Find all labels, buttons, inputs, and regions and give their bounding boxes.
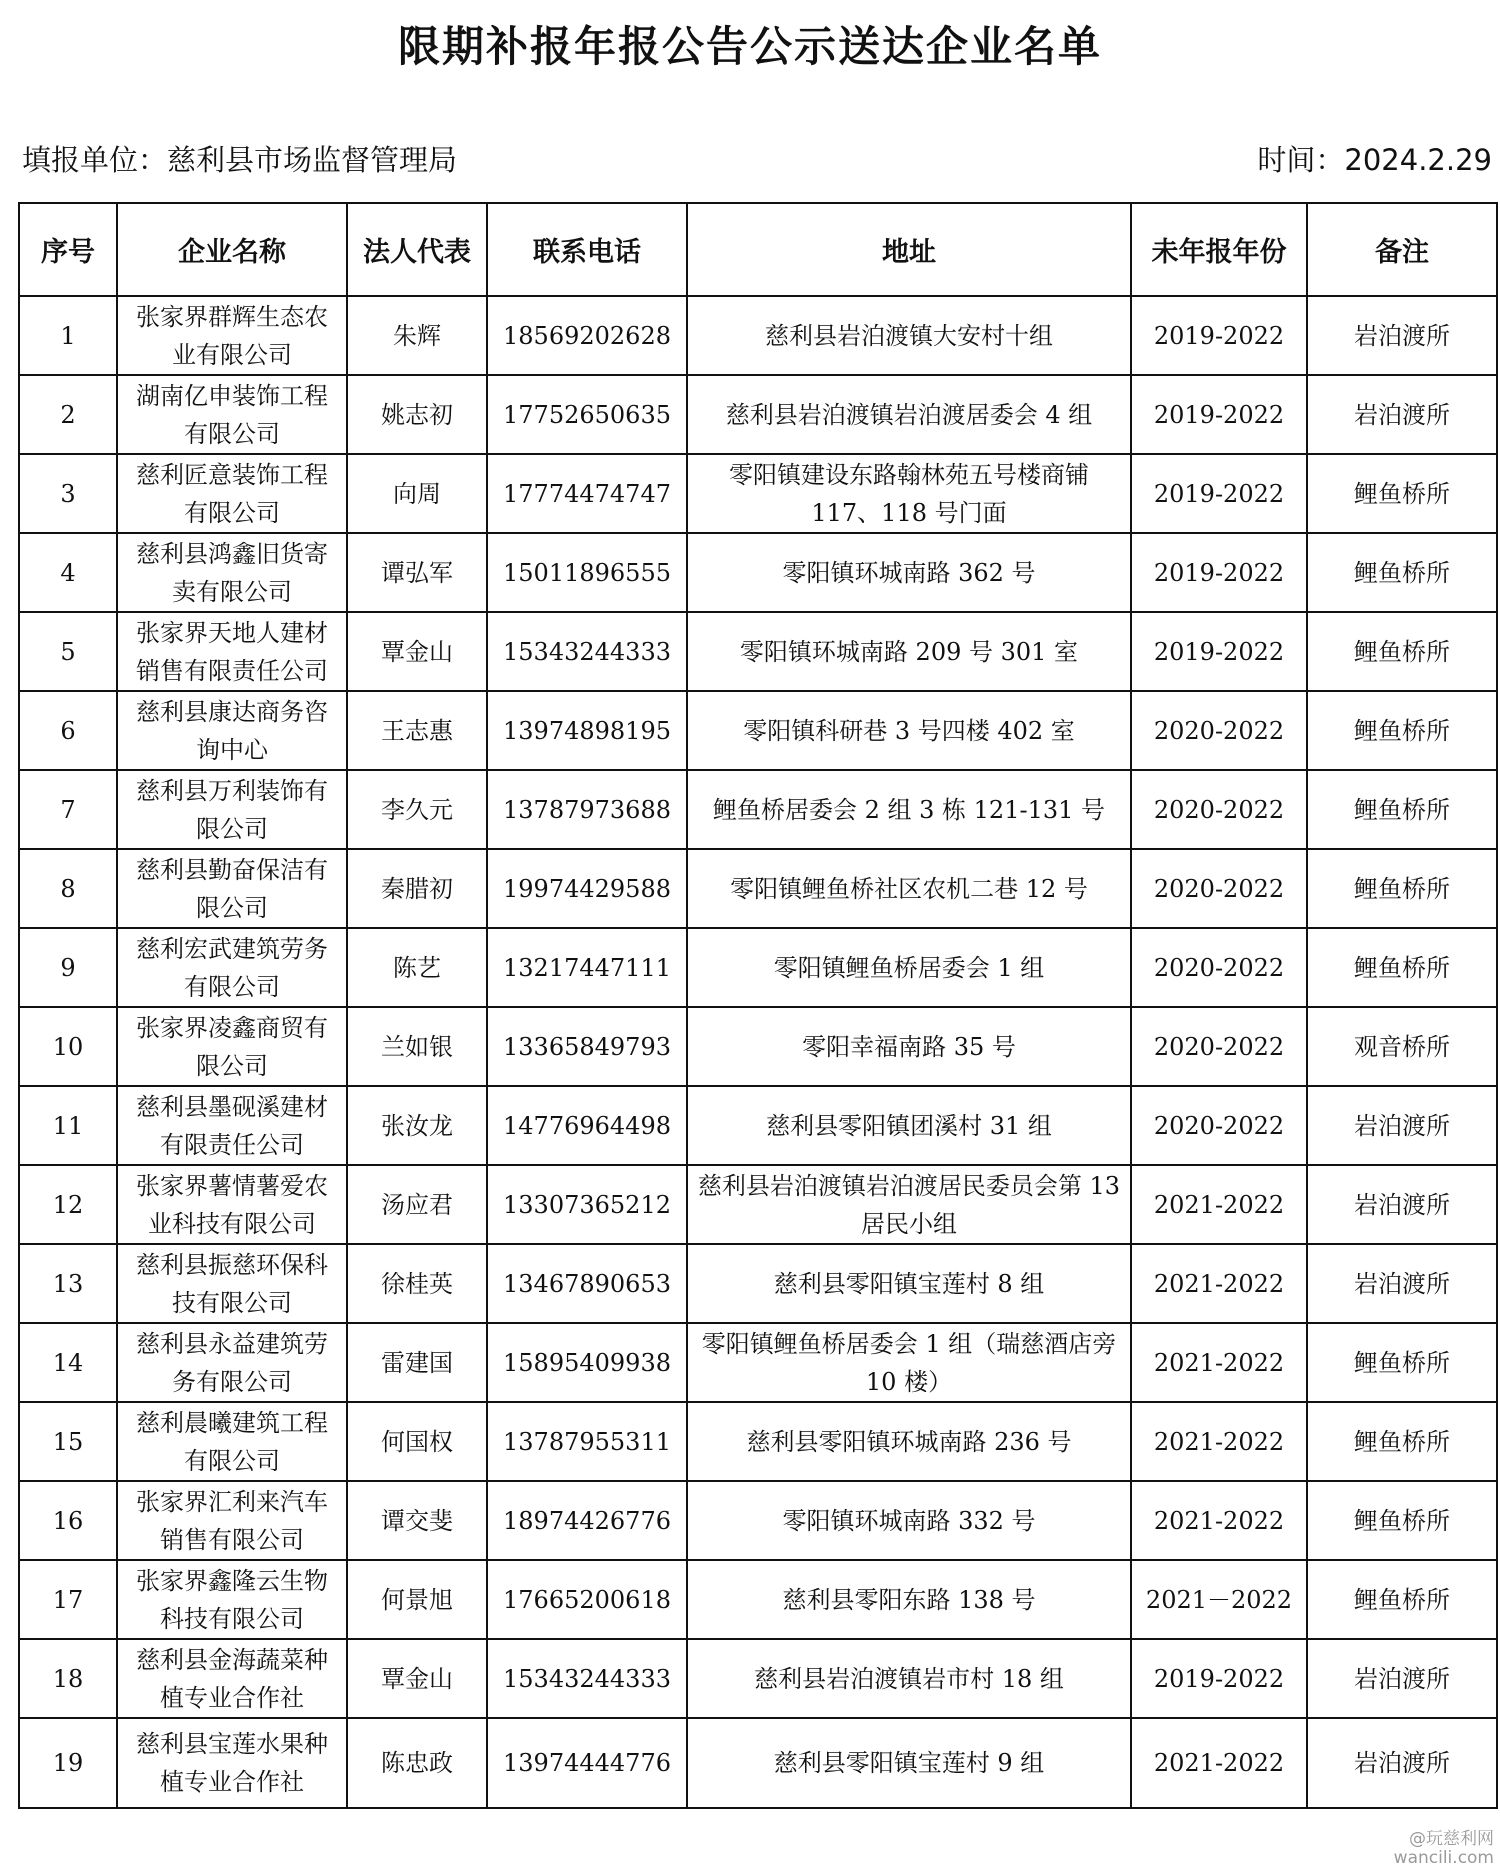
cell-name: 慈利县万利装饰有限公司 xyxy=(117,770,347,849)
cell-phone: 15011896555 xyxy=(487,533,687,612)
table-row xyxy=(19,533,1497,612)
cell-name: 慈利县宝莲水果种植专业合作社 xyxy=(117,1718,347,1808)
table-row xyxy=(19,770,1497,849)
table-row xyxy=(19,1323,1497,1402)
table-row xyxy=(19,612,1497,691)
cell-name: 张家界鑫隆云生物科技有限公司 xyxy=(117,1560,347,1639)
cell-name: 慈利县振慈环保科技有限公司 xyxy=(117,1244,347,1323)
cell-note: 鲤鱼桥所 xyxy=(1307,928,1497,1007)
cell-address: 慈利县岩泊渡镇岩市村 18 组 xyxy=(687,1639,1131,1718)
cell-rep: 何国权 xyxy=(347,1402,487,1481)
table-row xyxy=(19,1165,1497,1244)
table-row xyxy=(19,928,1497,1007)
cell-no: 6 xyxy=(19,691,117,770)
cell-note: 鲤鱼桥所 xyxy=(1307,533,1497,612)
cell-note: 鲤鱼桥所 xyxy=(1307,849,1497,928)
cell-years: 2020-2022 xyxy=(1131,928,1307,1007)
cell-no: 12 xyxy=(19,1165,117,1244)
header-years: 未年报年份 xyxy=(1131,203,1307,296)
cell-no: 7 xyxy=(19,770,117,849)
header-no: 序号 xyxy=(19,203,117,296)
cell-note: 鲤鱼桥所 xyxy=(1307,1402,1497,1481)
cell-address: 慈利县岩泊渡镇岩泊渡居委会 4 组 xyxy=(687,375,1131,454)
report-date: 时间：2024.2.29 xyxy=(1257,143,1492,177)
cell-name: 张家界天地人建材销售有限责任公司 xyxy=(117,612,347,691)
cell-name: 湖南亿申装饰工程有限公司 xyxy=(117,375,347,454)
cell-name: 慈利县金海蔬菜种植专业合作社 xyxy=(117,1639,347,1718)
header-address: 地址 xyxy=(687,203,1131,296)
cell-address: 零阳镇鲤鱼桥居委会 1 组 xyxy=(687,928,1131,1007)
table-row xyxy=(19,1560,1497,1639)
cell-rep: 雷建国 xyxy=(347,1323,487,1402)
table-row xyxy=(19,1718,1497,1808)
cell-phone: 17752650635 xyxy=(487,375,687,454)
cell-no: 2 xyxy=(19,375,117,454)
cell-phone: 13787973688 xyxy=(487,770,687,849)
header-phone: 联系电话 xyxy=(487,203,687,296)
cell-note: 鲤鱼桥所 xyxy=(1307,612,1497,691)
cell-name: 慈利宏武建筑劳务有限公司 xyxy=(117,928,347,1007)
cell-rep: 兰如银 xyxy=(347,1007,487,1086)
cell-note: 观音桥所 xyxy=(1307,1007,1497,1086)
watermark-line2: wancili.com xyxy=(1393,1848,1494,1868)
cell-name: 慈利县鸿鑫旧货寄卖有限公司 xyxy=(117,533,347,612)
cell-rep: 张汝龙 xyxy=(347,1086,487,1165)
cell-no: 3 xyxy=(19,454,117,533)
cell-rep: 王志惠 xyxy=(347,691,487,770)
cell-phone: 13217447111 xyxy=(487,928,687,1007)
header-note: 备注 xyxy=(1307,203,1497,296)
cell-phone: 13307365212 xyxy=(487,1165,687,1244)
cell-rep: 姚志初 xyxy=(347,375,487,454)
cell-phone: 18974426776 xyxy=(487,1481,687,1560)
cell-address: 慈利县零阳镇宝莲村 8 组 xyxy=(687,1244,1131,1323)
cell-address: 零阳镇环城南路 209 号 301 室 xyxy=(687,612,1131,691)
table-row xyxy=(19,1086,1497,1165)
cell-no: 1 xyxy=(19,296,117,375)
cell-phone: 13365849793 xyxy=(487,1007,687,1086)
cell-name: 慈利匠意装饰工程有限公司 xyxy=(117,454,347,533)
cell-phone: 13974898195 xyxy=(487,691,687,770)
header-rep: 法人代表 xyxy=(347,203,487,296)
cell-name: 张家界群辉生态农业有限公司 xyxy=(117,296,347,375)
cell-no: 13 xyxy=(19,1244,117,1323)
cell-address: 零阳镇环城南路 332 号 xyxy=(687,1481,1131,1560)
cell-rep: 覃金山 xyxy=(347,612,487,691)
cell-name: 慈利县康达商务咨询中心 xyxy=(117,691,347,770)
cell-note: 岩泊渡所 xyxy=(1307,1718,1497,1808)
cell-phone: 14776964498 xyxy=(487,1086,687,1165)
cell-address: 慈利县零阳镇团溪村 31 组 xyxy=(687,1086,1131,1165)
cell-note: 岩泊渡所 xyxy=(1307,1639,1497,1718)
cell-rep: 覃金山 xyxy=(347,1639,487,1718)
cell-years: 2020-2022 xyxy=(1131,1086,1307,1165)
table-row xyxy=(19,691,1497,770)
cell-note: 鲤鱼桥所 xyxy=(1307,1323,1497,1402)
cell-name: 慈利县墨砚溪建材有限责任公司 xyxy=(117,1086,347,1165)
cell-years: 2020-2022 xyxy=(1131,849,1307,928)
cell-name: 慈利县勤奋保洁有限公司 xyxy=(117,849,347,928)
cell-years: 2019-2022 xyxy=(1131,1639,1307,1718)
table-row xyxy=(19,454,1497,533)
cell-rep: 谭交斐 xyxy=(347,1481,487,1560)
cell-years: 2021-2022 xyxy=(1131,1244,1307,1323)
cell-years: 2019-2022 xyxy=(1131,533,1307,612)
cell-address: 鲤鱼桥居委会 2 组 3 栋 121-131 号 xyxy=(687,770,1131,849)
cell-years: 2020-2022 xyxy=(1131,1007,1307,1086)
cell-no: 5 xyxy=(19,612,117,691)
cell-name: 张家界薯情薯爱农业科技有限公司 xyxy=(117,1165,347,1244)
table-row xyxy=(19,1007,1497,1086)
cell-phone: 13787955311 xyxy=(487,1402,687,1481)
cell-no: 10 xyxy=(19,1007,117,1086)
enterprise-table xyxy=(18,202,1498,1809)
cell-no: 11 xyxy=(19,1086,117,1165)
cell-address: 慈利县零阳东路 138 号 xyxy=(687,1560,1131,1639)
cell-address: 零阳镇科研巷 3 号四楼 402 室 xyxy=(687,691,1131,770)
cell-phone: 17774474747 xyxy=(487,454,687,533)
cell-rep: 秦腊初 xyxy=(347,849,487,928)
cell-rep: 向周 xyxy=(347,454,487,533)
cell-years: 2021-2022 xyxy=(1131,1323,1307,1402)
cell-address: 慈利县零阳镇环城南路 236 号 xyxy=(687,1402,1131,1481)
cell-address: 慈利县岩泊渡镇岩泊渡居民委员会第 13 居民小组 xyxy=(687,1165,1131,1244)
cell-no: 8 xyxy=(19,849,117,928)
reporting-unit: 填报单位：慈利县市场监督管理局 xyxy=(22,143,458,177)
watermark xyxy=(1394,1830,1494,1868)
table-header-row xyxy=(19,203,1497,296)
cell-years: 2019-2022 xyxy=(1131,296,1307,375)
cell-note: 鲤鱼桥所 xyxy=(1307,454,1497,533)
table-row xyxy=(19,849,1497,928)
cell-address: 慈利县零阳镇宝莲村 9 组 xyxy=(687,1718,1131,1808)
table-row xyxy=(19,296,1497,375)
cell-note: 岩泊渡所 xyxy=(1307,1086,1497,1165)
cell-rep: 徐桂英 xyxy=(347,1244,487,1323)
cell-phone: 15343244333 xyxy=(487,612,687,691)
cell-years: 2021-2022 xyxy=(1131,1402,1307,1481)
cell-no: 16 xyxy=(19,1481,117,1560)
table-row xyxy=(19,1402,1497,1481)
cell-name: 张家界汇利来汽车销售有限公司 xyxy=(117,1481,347,1560)
cell-years: 2020-2022 xyxy=(1131,770,1307,849)
cell-note: 岩泊渡所 xyxy=(1307,1244,1497,1323)
table-row xyxy=(19,375,1497,454)
cell-address: 零阳镇环城南路 362 号 xyxy=(687,533,1131,612)
cell-note: 岩泊渡所 xyxy=(1307,296,1497,375)
table-row xyxy=(19,1639,1497,1718)
cell-phone: 18569202628 xyxy=(487,296,687,375)
cell-phone: 19974429588 xyxy=(487,849,687,928)
cell-address: 零阳镇鲤鱼桥社区农机二巷 12 号 xyxy=(687,849,1131,928)
cell-phone: 13974444776 xyxy=(487,1718,687,1808)
cell-no: 14 xyxy=(19,1323,117,1402)
cell-note: 鲤鱼桥所 xyxy=(1307,1560,1497,1639)
cell-no: 15 xyxy=(19,1402,117,1481)
cell-note: 鲤鱼桥所 xyxy=(1307,770,1497,849)
cell-phone: 17665200618 xyxy=(487,1560,687,1639)
cell-phone: 15895409938 xyxy=(487,1323,687,1402)
cell-name: 张家界凌鑫商贸有限公司 xyxy=(117,1007,347,1086)
table-row xyxy=(19,1244,1497,1323)
cell-address: 零阳幸福南路 35 号 xyxy=(687,1007,1131,1086)
cell-years: 2019-2022 xyxy=(1131,612,1307,691)
cell-note: 鲤鱼桥所 xyxy=(1307,691,1497,770)
cell-rep: 朱辉 xyxy=(347,296,487,375)
cell-no: 4 xyxy=(19,533,117,612)
header-name: 企业名称 xyxy=(117,203,347,296)
cell-years: 2019-2022 xyxy=(1131,454,1307,533)
cell-years: 2021-2022 xyxy=(1131,1718,1307,1808)
cell-years: 2021-2022 xyxy=(1131,1165,1307,1244)
cell-address: 零阳镇鲤鱼桥居委会 1 组（瑞慈酒店旁 10 楼） xyxy=(687,1323,1131,1402)
cell-no: 18 xyxy=(19,1639,117,1718)
cell-address: 慈利县岩泊渡镇大安村十组 xyxy=(687,296,1131,375)
cell-rep: 陈艺 xyxy=(347,928,487,1007)
watermark-line1: @玩慈利网 xyxy=(1409,1829,1494,1849)
cell-rep: 陈忠政 xyxy=(347,1718,487,1808)
cell-address: 零阳镇建设东路翰林苑五号楼商铺 117、118 号门面 xyxy=(687,454,1131,533)
cell-note: 岩泊渡所 xyxy=(1307,1165,1497,1244)
cell-note: 岩泊渡所 xyxy=(1307,375,1497,454)
cell-rep: 谭弘军 xyxy=(347,533,487,612)
cell-name: 慈利县永益建筑劳务有限公司 xyxy=(117,1323,347,1402)
cell-phone: 15343244333 xyxy=(487,1639,687,1718)
cell-years: 2021-2022 xyxy=(1131,1481,1307,1560)
cell-rep: 李久元 xyxy=(347,770,487,849)
cell-rep: 何景旭 xyxy=(347,1560,487,1639)
cell-name: 慈利晨曦建筑工程有限公司 xyxy=(117,1402,347,1481)
table-row xyxy=(19,1481,1497,1560)
cell-no: 19 xyxy=(19,1718,117,1808)
cell-phone: 13467890653 xyxy=(487,1244,687,1323)
cell-no: 9 xyxy=(19,928,117,1007)
cell-years: 2021－2022 xyxy=(1131,1560,1307,1639)
cell-note: 鲤鱼桥所 xyxy=(1307,1481,1497,1560)
cell-no: 17 xyxy=(19,1560,117,1639)
cell-years: 2020-2022 xyxy=(1131,691,1307,770)
cell-years: 2019-2022 xyxy=(1131,375,1307,454)
document-title: 限期补报年报公告公示送达企业名单 xyxy=(397,22,1102,71)
cell-rep: 汤应君 xyxy=(347,1165,487,1244)
